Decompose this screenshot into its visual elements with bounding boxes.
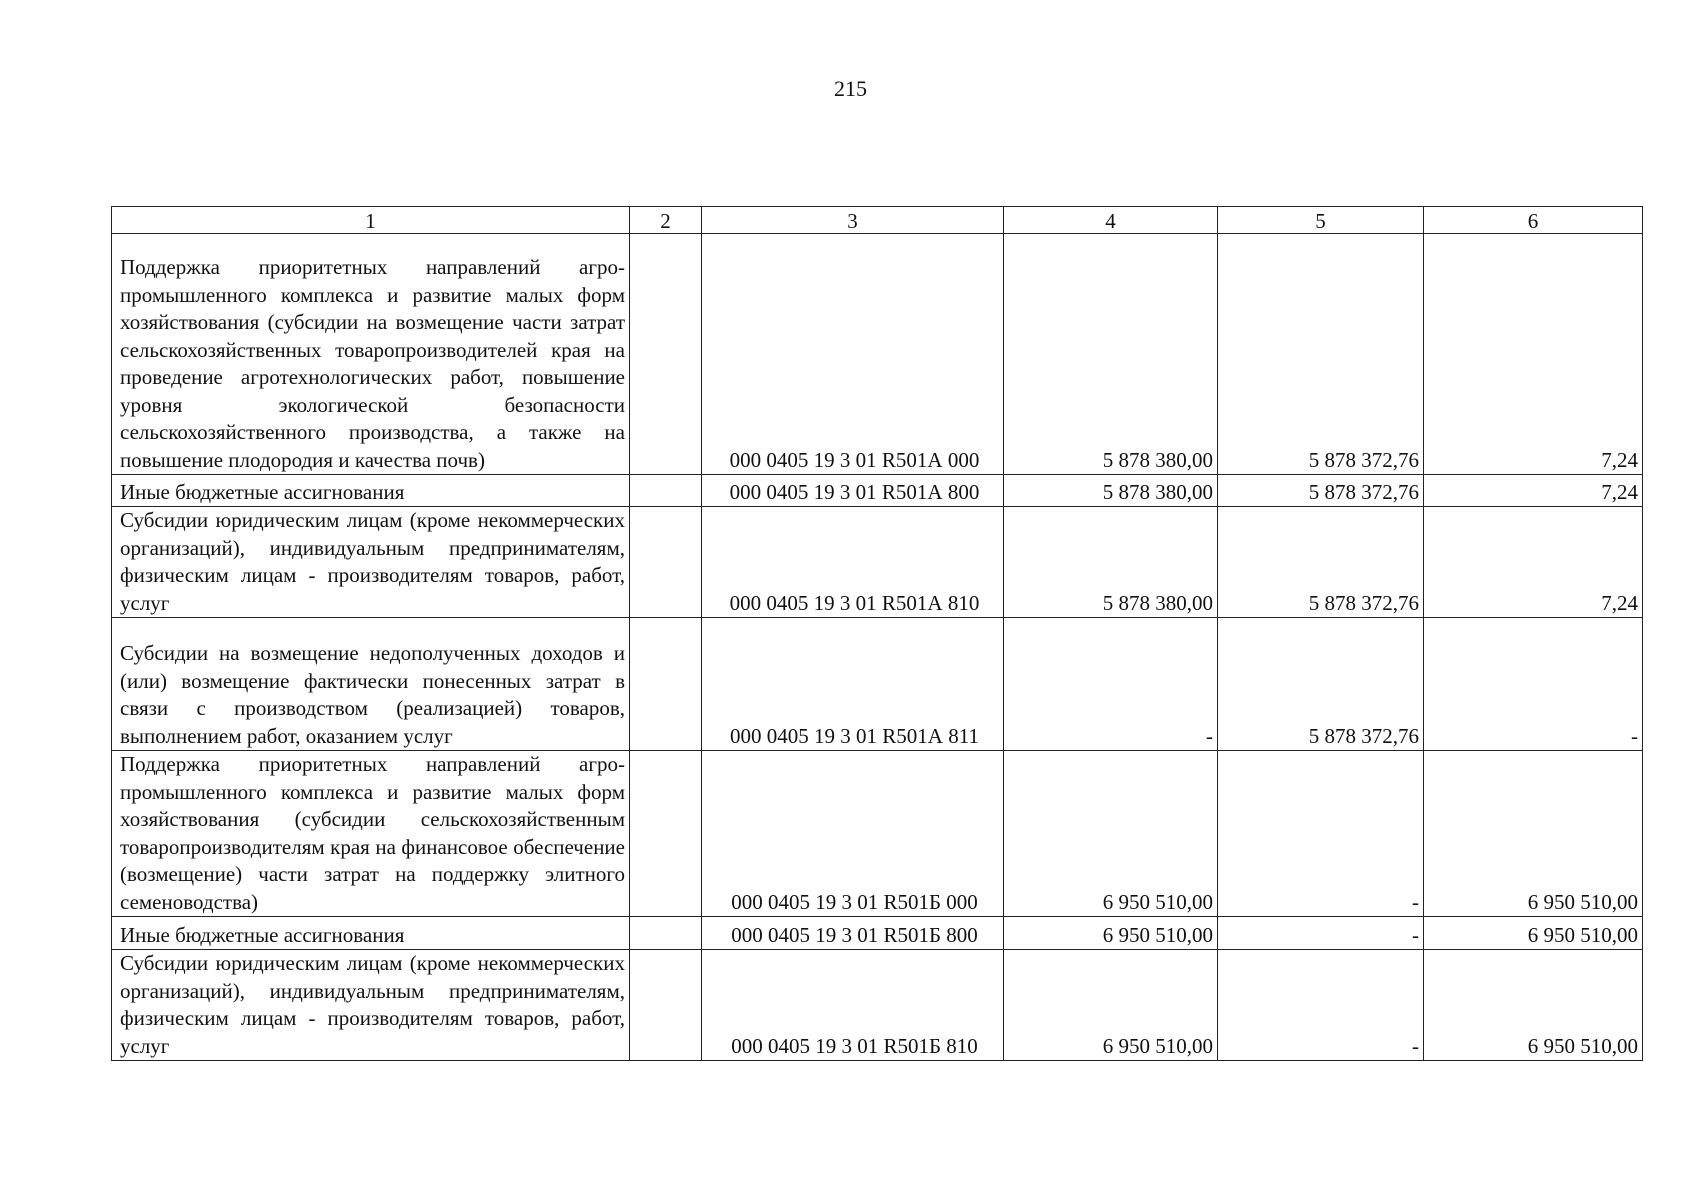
column-header-3: 3 [702,207,1004,234]
table-row [112,475,1643,507]
table-row [112,917,1643,950]
row-budget-code: 000 0405 19 3 01 R501А 811 [702,618,1004,751]
row-budget-code: 000 0405 19 3 01 R501Б 000 [702,751,1004,917]
row-column-4-amount: 6 950 510,00 [1004,751,1218,917]
row-budget-code: 000 0405 19 3 01 R501Б 800 [702,917,1004,950]
table-row [112,751,1643,917]
table-body [112,207,1643,1061]
row-column-4-amount: - [1004,618,1218,751]
row-description: Иные бюджетные ассигнования [112,475,630,507]
row-column-6-amount: 7,24 [1424,475,1643,507]
table-row [112,507,1643,618]
row-description: Поддержка приоритетных направлений агропромышленного комплекса и развитие малых форм хозяйствования (субсидии сельскохозяйственным товаропроизводителям края на финансовое обеспечение (возмещение) части затрат на поддержку элитного семеноводства) [112,751,630,917]
column-header-6: 6 [1424,207,1643,234]
row-description: Субсидии на возмещение недополученных доходов и (или) возмещение фактически понесенных затрат в связи с производством (реализацией) товаров, выполнением работ, оказанием услуг [112,618,630,751]
row-budget-code: 000 0405 19 3 01 R501А 000 [702,234,1004,475]
row-column-2 [630,618,702,751]
row-column-6-amount: 6 950 510,00 [1424,917,1643,950]
row-column-4-amount: 5 878 380,00 [1004,234,1218,475]
row-description: Субсидии юридическим лицам (кроме некоммерческих организаций), индивидуальным предпринимателям, физическим лицам - производителям товаров, работ, услуг [112,507,630,618]
row-column-4-amount: 6 950 510,00 [1004,917,1218,950]
table-row [112,950,1643,1061]
row-column-4-amount: 5 878 380,00 [1004,475,1218,507]
row-column-6-amount: - [1424,618,1643,751]
row-column-2 [630,475,702,507]
column-header-5: 5 [1218,207,1424,234]
row-description: Субсидии юридическим лицам (кроме некоммерческих организаций), индивидуальным предпринимателям, физическим лицам - производителям товаров, работ, услуг [112,950,630,1061]
row-column-2 [630,751,702,917]
row-column-5-amount: 5 878 372,76 [1218,234,1424,475]
row-column-5-amount: 5 878 372,76 [1218,618,1424,751]
row-column-2 [630,917,702,950]
header-row [112,207,1643,234]
row-column-4-amount: 6 950 510,00 [1004,950,1218,1061]
column-header-1: 1 [112,207,630,234]
column-header-4: 4 [1004,207,1218,234]
row-description: Поддержка приоритетных направлений агропромышленного комплекса и развитие малых форм хозяйствования (субсидии на возмещение части затрат сельскохозяйственных товаропроизводителей края на проведение агротехнологических работ, повышение уровня экологической безопасности сельскохозяйственного производства, а также на повышение плодородия и качества почв) [112,234,630,475]
row-column-5-amount: 5 878 372,76 [1218,507,1424,618]
row-budget-code: 000 0405 19 3 01 R501Б 810 [702,950,1004,1061]
column-header-2: 2 [630,207,702,234]
row-column-6-amount: 6 950 510,00 [1424,950,1643,1061]
row-column-2 [630,950,702,1061]
row-column-6-amount: 6 950 510,00 [1424,751,1643,917]
row-column-5-amount: - [1218,950,1424,1061]
budget-table [111,206,1643,1061]
row-column-5-amount: 5 878 372,76 [1218,475,1424,507]
row-description: Иные бюджетные ассигнования [112,917,630,950]
row-budget-code: 000 0405 19 3 01 R501А 800 [702,475,1004,507]
row-column-4-amount: 5 878 380,00 [1004,507,1218,618]
row-column-6-amount: 7,24 [1424,234,1643,475]
row-column-6-amount: 7,24 [1424,507,1643,618]
row-column-2 [630,234,702,475]
page-number: 215 [834,76,867,101]
row-budget-code: 000 0405 19 3 01 R501А 810 [702,507,1004,618]
row-column-5-amount: - [1218,917,1424,950]
row-column-2 [630,507,702,618]
table-row [112,234,1643,475]
row-column-5-amount: - [1218,751,1424,917]
table-row [112,618,1643,751]
